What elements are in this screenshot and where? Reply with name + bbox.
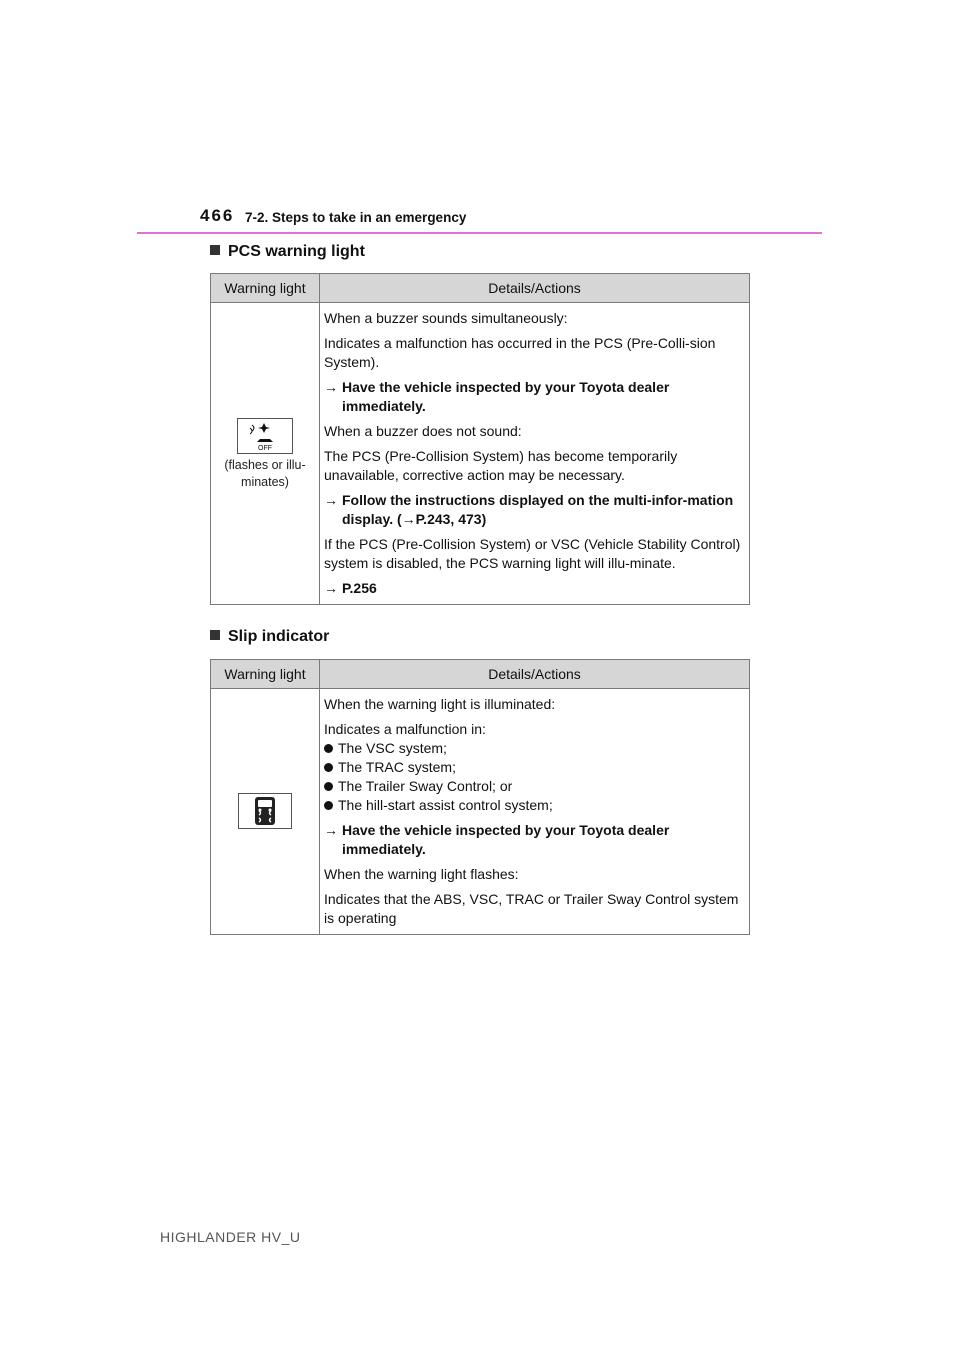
section-title: 7-2. Steps to take in an emergency [245, 210, 467, 225]
pcs-action-inspect-text: Have the vehicle inspected by your Toyota dealer immediately. [342, 379, 670, 414]
pcs-text-buzzer-sounds: When a buzzer sounds simultaneously: [324, 310, 568, 326]
slip-table-header [211, 660, 750, 689]
arrow-icon: → [324, 822, 338, 838]
list-item [324, 739, 743, 758]
pcs-off-icon [237, 418, 293, 454]
arrow-icon: → [324, 580, 338, 596]
bullet-dot-icon [324, 763, 333, 772]
pcs-text-unavailable: The PCS (Pre-Collision System) has become temporarily unavailable, corrective action may be necessary. [324, 448, 678, 483]
pcs-action-follow-text: Follow the instructions displayed on the multi-infor-mation display. (→P.243, 473) [342, 492, 734, 527]
list-item [324, 758, 743, 777]
table-row [211, 303, 750, 605]
list-item-text: The VSC system; [338, 740, 447, 756]
pcs-action-follow [324, 491, 743, 529]
pcs-action-ref [324, 579, 743, 598]
slip-icon-cell [211, 689, 320, 935]
slip-action-inspect-text: Have the vehicle inspected by your Toyota dealer immediately. [342, 822, 670, 857]
col-warning-light: Warning light [211, 660, 320, 689]
pcs-action-ref-text: P.256 [342, 580, 377, 596]
bullet-dot-icon [324, 744, 333, 753]
slip-indicator-icon [238, 793, 292, 829]
pcs-text-malfunction: Indicates a malfunction has occurred in the PCS (Pre-Colli-sion System). [324, 335, 716, 370]
list-item-text: The Trailer Sway Control; or [338, 778, 513, 794]
pcs-heading-text: PCS warning light [228, 243, 365, 260]
footer-model: HIGHLANDER HV_U [160, 1229, 301, 1245]
pcs-text-no-buzzer: When a buzzer does not sound: [324, 423, 522, 439]
page-number: 466 [200, 206, 235, 225]
slip-text-illuminated: When the warning light is illuminated: [324, 696, 556, 712]
col-details-actions: Details/Actions [320, 660, 750, 689]
slip-details-cell [320, 689, 750, 935]
pcs-text-disabled: If the PCS (Pre-Collision System) or VSC (Vehicle Stability Control) system is disabled, the PCS warning light will illu-minate. [324, 536, 741, 571]
square-bullet-icon [210, 630, 220, 640]
slip-text-flashes: When the warning light flashes: [324, 866, 519, 882]
slip-table [210, 659, 750, 935]
pcs-details-cell [320, 303, 750, 605]
pcs-icon-caption: (flashes or illu- minates) [224, 457, 306, 489]
arrow-icon: → [324, 492, 338, 508]
slip-bullet-group [324, 720, 743, 815]
slip-heading [210, 628, 329, 646]
pcs-action-inspect [324, 378, 743, 416]
pcs-heading [210, 243, 365, 261]
arrow-icon: → [324, 379, 338, 395]
slip-text-malfunction: Indicates a malfunction in: [324, 721, 486, 737]
list-item-text: The hill-start assist control system; [338, 797, 553, 813]
slip-heading-text: Slip indicator [228, 628, 330, 645]
list-item [324, 777, 743, 796]
list-item [324, 796, 743, 815]
pcs-icon-cell [211, 303, 320, 605]
slip-text-operating: Indicates that the ABS, VSC, TRAC or Trailer Sway Control system is operating [324, 891, 739, 926]
col-warning-light: Warning light [211, 274, 320, 303]
square-bullet-icon [210, 245, 220, 255]
bullet-dot-icon [324, 782, 333, 791]
header-rule [137, 232, 822, 234]
col-details-actions: Details/Actions [320, 274, 750, 303]
table-row [211, 689, 750, 935]
pcs-table [210, 273, 750, 605]
bullet-dot-icon [324, 801, 333, 810]
pcs-table-header [211, 274, 750, 303]
slip-action-inspect [324, 821, 743, 859]
list-item-text: The TRAC system; [338, 759, 456, 775]
svg-text:OFF: OFF [258, 444, 272, 452]
